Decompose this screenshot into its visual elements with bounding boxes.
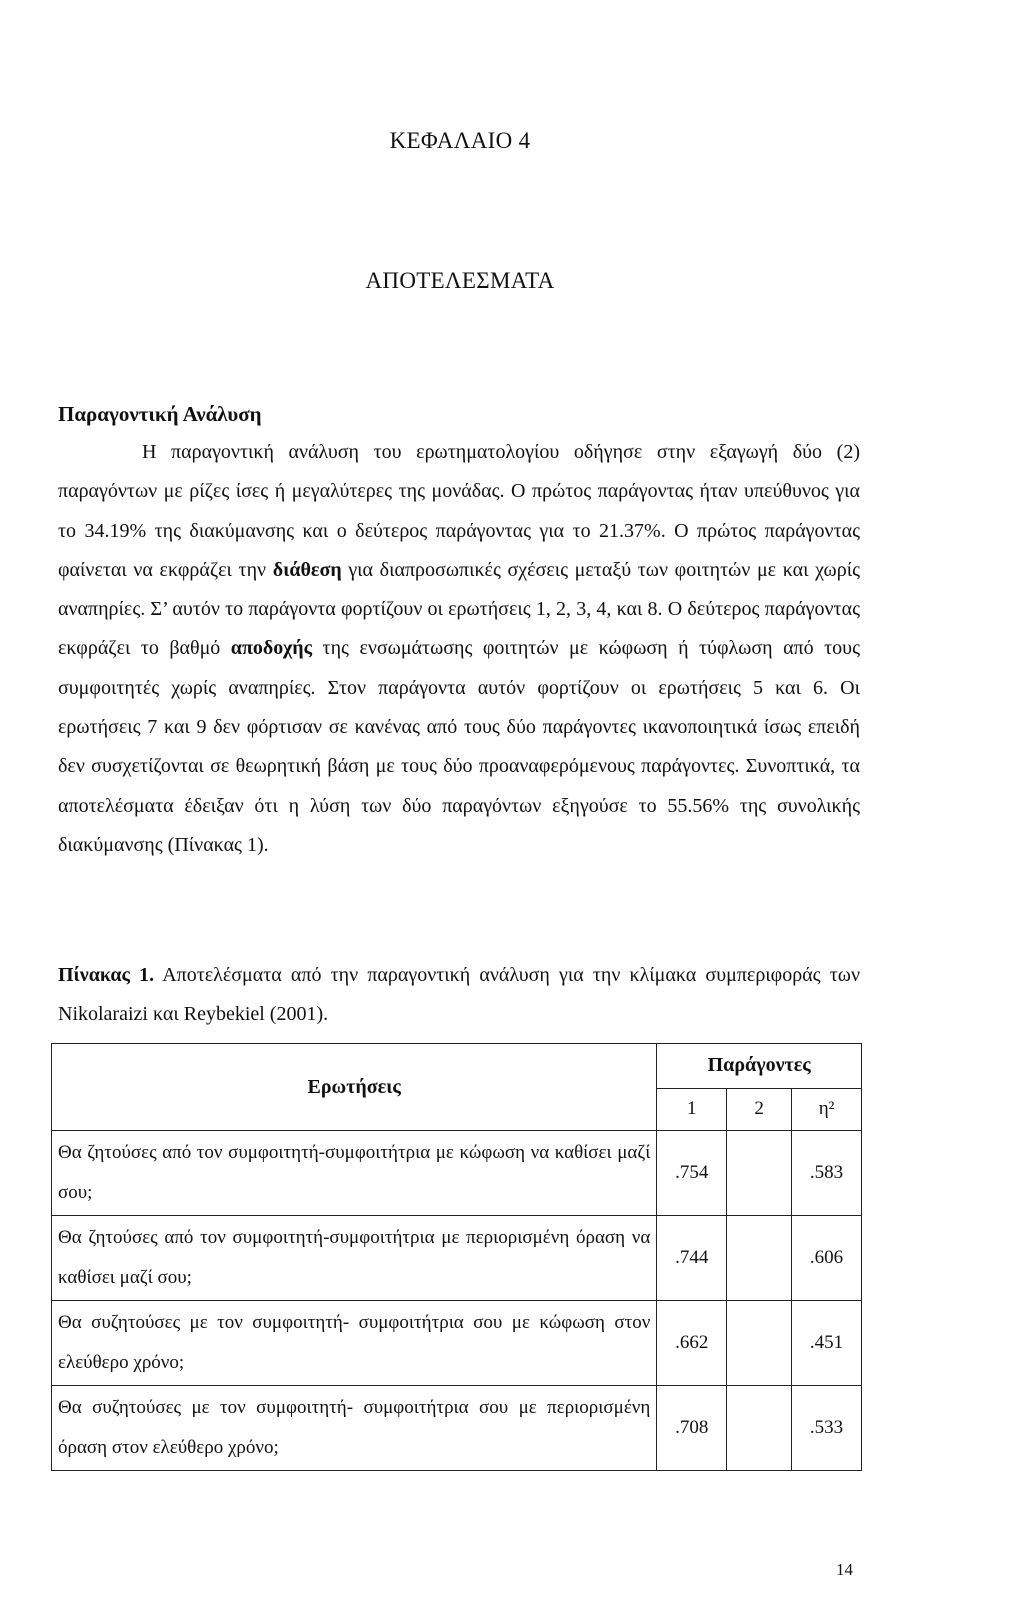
factor-2-header: 2 bbox=[727, 1088, 792, 1131]
section-title: ΑΠΟΤΕΛΕΣΜΑΤΑ bbox=[365, 268, 555, 293]
factor-2-value bbox=[727, 1301, 792, 1386]
question-cell: Θα ζητούσες από τον συμφοιτητή-συμφοιτήτρια με κώφωση να καθίσει μαζί σου; bbox=[52, 1131, 657, 1216]
factor-analysis-table bbox=[51, 1043, 862, 1471]
table-row bbox=[52, 1216, 862, 1301]
factor-1-value: .708 bbox=[657, 1386, 727, 1471]
emphasis-apodochis: αποδοχής bbox=[230, 637, 313, 660]
table-caption bbox=[58, 956, 860, 1034]
communality-value: .451 bbox=[792, 1301, 862, 1386]
communality-value: .583 bbox=[792, 1131, 862, 1216]
factor-1-header: 1 bbox=[657, 1088, 727, 1131]
question-cell: Θα ζητούσες από τον συμφοιτητή-συμφοιτήτρια με περιορισμένη όραση να καθίσει μαζί σου; bbox=[52, 1216, 657, 1301]
communality-value: .533 bbox=[792, 1386, 862, 1471]
paragraph-text-3: της ενσωμάτωσης φοιτητών με κώφωση ή τύφλωση από τους συμφοιτητές χωρίς αναπηρίες. Στον παράγοντα αυτόν φορτίζουν οι ερωτήσεις 5 και 6. Οι ερωτήσεις 7 και 9 δεν φόρτισαν σε κανένας από τους δύο παράγοντες ικανοποιητικά ίσως επειδή δεν συσχετίζονται σε θεωρητική βάση με τους δύο προαναφερόμενους παράγοντες. Συνοπτικά, τα αποτελέσματα έδειξαν ότι η λύση των δύο παραγόντων εξηγούσε το 55.56% της συνολικής διακύμανσης (Πίνακας 1). bbox=[58, 637, 860, 856]
factor-1-value: .754 bbox=[657, 1131, 727, 1216]
questions-header: Ερωτήσεις bbox=[52, 1044, 657, 1131]
question-cell: Θα συζητούσες με τον συμφοιτητή- συμφοιτήτρια σου με κώφωση στον ελεύθερο χρόνο; bbox=[52, 1301, 657, 1386]
table-row bbox=[52, 1386, 862, 1471]
table-row bbox=[52, 1131, 862, 1216]
chapter-heading: ΚΕΦΑΛΑΙΟ 4 bbox=[389, 128, 531, 153]
communality-header: η² bbox=[792, 1088, 862, 1131]
table-row bbox=[52, 1301, 862, 1386]
communality-value: .606 bbox=[792, 1216, 862, 1301]
factor-2-value bbox=[727, 1386, 792, 1471]
factor-1-value: .744 bbox=[657, 1216, 727, 1301]
table-header-row bbox=[52, 1044, 862, 1089]
table-caption-label: Πίνακας 1. bbox=[58, 964, 155, 986]
paragraph-text-1: Η παραγοντική ανάλυση του ερωτηματολογίου οδήγησε στην εξαγωγή δύο (2) παραγόντων με ρίζες ίσες ή μεγαλύτερες της μονάδας. Ο πρώτος παράγοντας ήταν υπεύθυνος για το 34.19% της διακύμανσης και ο δεύτερος παράγοντας για το 21.37%. Ο πρώτος παράγοντας φαίνεται να εκφράζει την bbox=[58, 441, 860, 581]
emphasis-diathesi: διάθεση bbox=[272, 558, 342, 581]
subheading: Παραγοντική Ανάλυση bbox=[58, 402, 262, 426]
page-number: 14 bbox=[836, 1560, 853, 1579]
factors-header: Παράγοντες bbox=[657, 1044, 862, 1089]
question-cell: Θα συζητούσες με τον συμφοιτητή- συμφοιτήτρια σου με περιορισμένη όραση στον ελεύθερο χρόνο; bbox=[52, 1386, 657, 1471]
body-paragraph bbox=[58, 433, 860, 865]
factor-2-value bbox=[727, 1131, 792, 1216]
factor-2-value bbox=[727, 1216, 792, 1301]
factor-1-value: .662 bbox=[657, 1301, 727, 1386]
paragraph-text-2: για διαπροσωπικές σχέσεις μεταξύ των φοιτητών με και χωρίς αναπηρίες. Σ’ αυτόν το παράγοντα φορτίζουν οι ερωτήσεις 1, 2, 3, 4, και 8. Ο δεύτερος παράγοντας εκφράζει το βαθμό bbox=[58, 558, 861, 660]
table-caption-text: Αποτελέσματα από την παραγοντική ανάλυση για την κλίμακα συμπεριφοράς των Nikolaraizi και Reybekiel (2001). bbox=[58, 964, 860, 1025]
